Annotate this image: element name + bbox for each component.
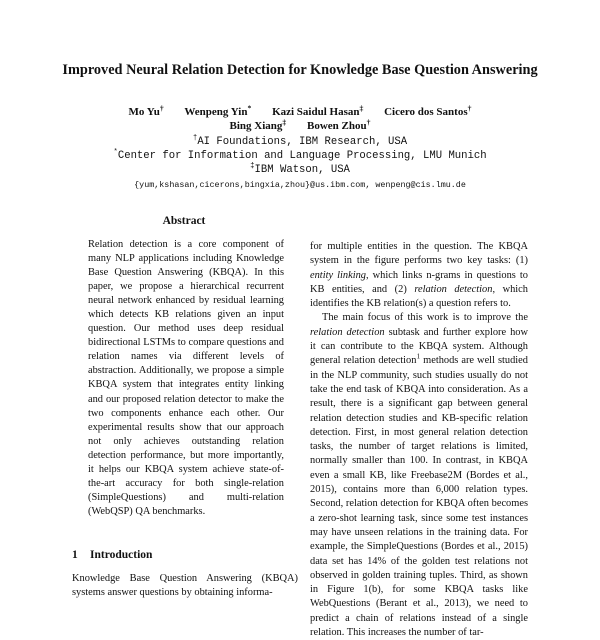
author: Wenpeng Yin* <box>184 103 252 118</box>
footnote-mark: 1 <box>416 352 421 361</box>
term-entity-linking: entity linking <box>310 269 366 281</box>
abstract-heading: Abstract <box>162 215 206 227</box>
author: Mo Yu† <box>128 103 164 118</box>
paper-title: Improved Neural Relation Detection for Knowledge Base Question Answering <box>62 62 538 78</box>
author-line-2 <box>60 119 540 133</box>
author: Cicero dos Santos† <box>384 103 472 118</box>
term-relation-detection: relation detection <box>310 326 385 338</box>
affiliation: ‡IBM Watson, USA <box>250 162 350 176</box>
introduction-text: Knowledge Base Question Answering (KBQA) systems answer questions by obtaining informa- <box>72 573 298 599</box>
author: Bowen Zhou† <box>307 117 371 132</box>
author-emails: {yum,kshasan,cicerons,bingxia,zhou}@us.ibm.com, wenpeng@cis.lmu.de <box>134 180 466 190</box>
author: Bing Xiang‡ <box>229 117 287 132</box>
paragraph: for multiple entities in the question. The KBQA system in the figure performs two key tasks: (1) entity linking, which links n-grams in questions to KB entities, and (2) relation detection, which identifies the KB relation(s) a question refers to. <box>310 241 528 310</box>
affiliation: †AI Foundations, IBM Research, USA <box>192 134 408 148</box>
author-line-1 <box>60 105 540 119</box>
affiliation: *Center for Information and Language Processing, LMU Munich <box>113 148 487 162</box>
abstract-body: Relation detection is a core component of many NLP applications including Knowledge Base Question Answering (KBQA). In this paper, we propose a hierarchical recurrent neural network enhanced by residual learning which detects KB relations given an input question. Our method uses deep residual bidirectional LSTMs to compare questions and relation names via different levels of abstraction. Additionally, we propose a simple KBQA system that integrates entity linking and our proposed relation detector to make the two components enhance each other. Our experimental results show that our approach not only achieves outstanding relation detection performance, but more importantly, it helps our KBQA system achieve state-of-the-art accuracy for both single-relation (SimpleQuestions) and multi-relation (WebQSP) QA benchmarks. <box>88 239 284 517</box>
right-column-body <box>310 240 528 640</box>
section-heading-introduction: 1 Introduction <box>72 549 153 561</box>
paragraph: The main focus of this work is to improve the relation detection subtask and further explore how it can contribute to the KBQA system. Although general relation detection$^1$ methods are well studied in the NLP community, such studies usually do not take the end task of KBQA into consideration. As a result, there is a significant gap between general relation detection studies and KB-specific relation detection. First, in most general relation detection tasks, the number of target relations is limited, normally smaller than 100. In contrast, in KBQA even a small KB, like Freebase2M (Bordes et al., 2015), contains more than 6,000 relation types. Second, relation detection for KBQA often becomes a zero-shot learning task, since some test instances may have unseen relations in the training data. For example, the SimpleQuestions (Bordes et al., 2015) data set has 14% of the golden test relations not observed in golden training tuples. Third, as shown in Figure 1(b), for some KBQA tasks like WebQuestions (Berant et al., 2013), we need to predict a chain of relations instead of a single relation. This increases the number of tar- <box>310 312 529 639</box>
term-relation-detection: relation detection <box>414 283 493 295</box>
author-block <box>60 105 540 133</box>
author: Kazi Saidul Hasan‡ <box>272 103 364 118</box>
